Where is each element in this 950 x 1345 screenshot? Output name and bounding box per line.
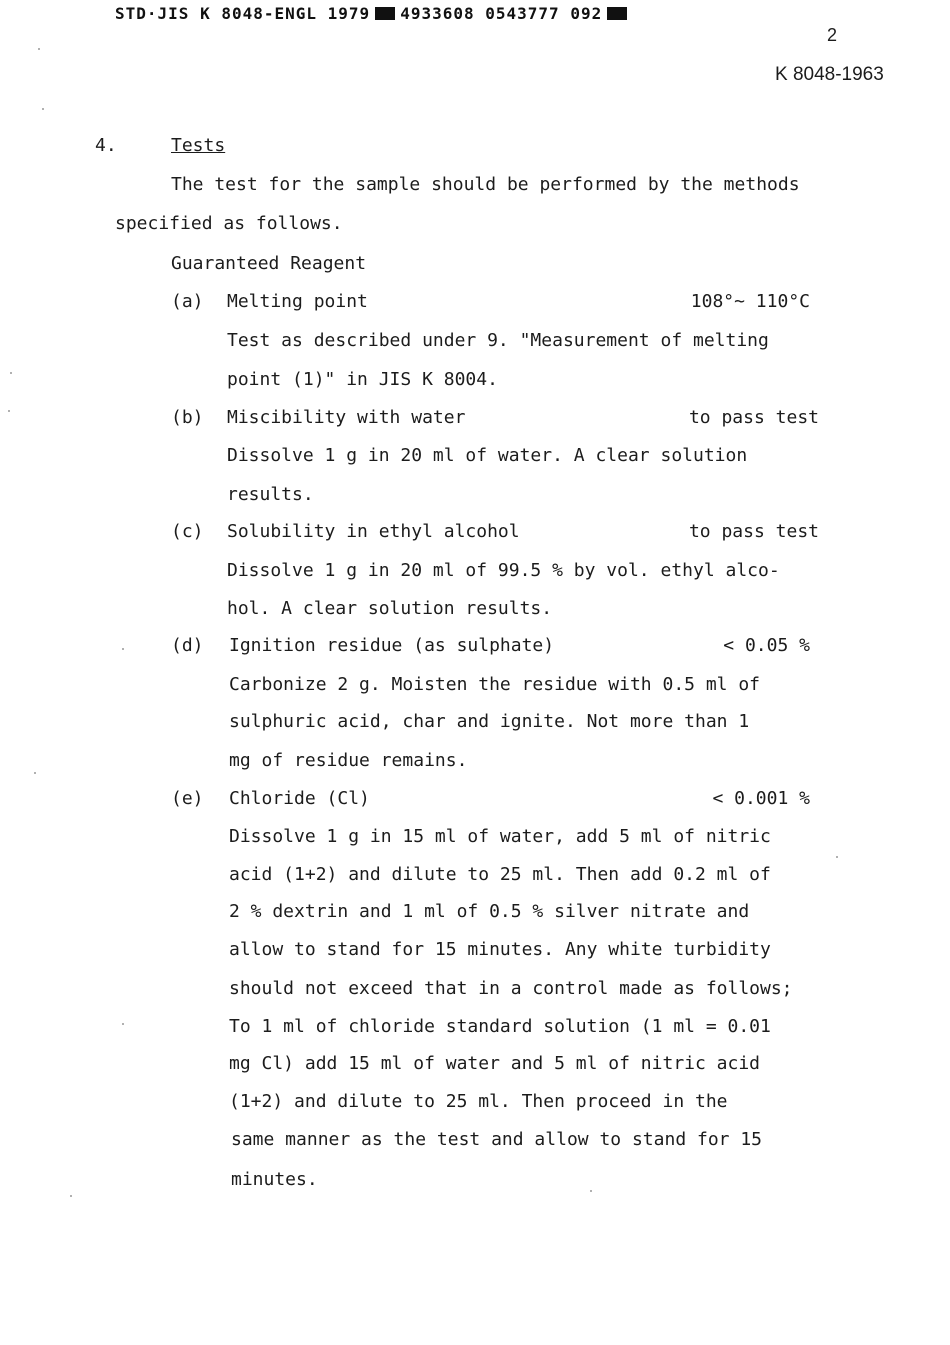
scan-speck bbox=[70, 1195, 72, 1197]
item-text-line: Dissolve 1 g in 15 ml of water, add 5 ml of nitric bbox=[229, 826, 771, 847]
scan-speck bbox=[122, 1023, 124, 1025]
scan-speck bbox=[836, 856, 838, 858]
scan-speck bbox=[8, 410, 10, 412]
stamp-block-mark bbox=[375, 7, 395, 20]
scan-speck bbox=[34, 772, 36, 774]
item-name: Chloride (Cl) bbox=[229, 788, 370, 809]
scan-speck bbox=[38, 48, 40, 50]
intro-line: The test for the sample should be performed by the methods bbox=[171, 174, 800, 195]
header-stamp bbox=[115, 3, 632, 25]
item-label: (d) bbox=[171, 635, 204, 656]
standard-id: K 8048-1963 bbox=[775, 64, 884, 85]
scan-speck bbox=[42, 108, 44, 110]
item-value: to pass test bbox=[688, 521, 819, 542]
item-name: Ignition residue (as sulphate) bbox=[229, 635, 555, 656]
item-text-line: Carbonize 2 g. Moisten the residue with 0.5 ml of bbox=[229, 674, 761, 695]
page-number: 2 bbox=[827, 25, 838, 45]
grade-heading: Guaranteed Reagent bbox=[171, 253, 367, 274]
item-value: < 0.001 % bbox=[712, 788, 810, 809]
item-name: Solubility in ethyl alcohol bbox=[227, 521, 520, 542]
item-text-line: Test as described under 9. "Measurement of melting bbox=[227, 330, 769, 351]
item-text-line: Dissolve 1 g in 20 ml of 99.5 % by vol. ethyl alco- bbox=[227, 560, 780, 581]
section-number: 4. bbox=[95, 135, 117, 156]
item-text-line: point (1)" in JIS K 8004. bbox=[227, 369, 498, 390]
item-text-line: sulphuric acid, char and ignite. Not more than 1 bbox=[229, 711, 750, 732]
section-title: Tests bbox=[171, 135, 226, 156]
item-value: to pass test bbox=[688, 407, 819, 428]
item-text-line: acid (1+2) and dilute to 25 ml. Then add 0.2 ml of bbox=[229, 864, 771, 885]
item-text-line: mg of residue remains. bbox=[229, 750, 468, 771]
item-text-line: To 1 ml of chloride standard solution (1 ml = 0.01 bbox=[229, 1016, 771, 1037]
item-value: < 0.05 % bbox=[723, 635, 810, 656]
scan-speck bbox=[590, 1190, 592, 1192]
item-text-line: should not exceed that in a control made as follows; bbox=[229, 978, 793, 999]
item-label: (b) bbox=[171, 407, 204, 428]
scan-speck bbox=[122, 648, 124, 650]
item-label: (a) bbox=[171, 291, 204, 312]
item-text-line: (1+2) and dilute to 25 ml. Then proceed in the bbox=[229, 1091, 728, 1112]
item-text-line: Dissolve 1 g in 20 ml of water. A clear solution bbox=[227, 445, 748, 466]
item-text-line: mg Cl) add 15 ml of water and 5 ml of nitric acid bbox=[229, 1053, 761, 1074]
scan-speck bbox=[10, 372, 12, 374]
item-text-line: same manner as the test and allow to stand for 15 bbox=[231, 1129, 763, 1150]
item-text-line: 2 % dextrin and 1 ml of 0.5 % silver nitrate and bbox=[229, 901, 750, 922]
item-label: (c) bbox=[171, 521, 204, 542]
item-text-line: hol. A clear solution results. bbox=[227, 598, 553, 619]
item-name: Miscibility with water bbox=[227, 407, 466, 428]
item-label: (e) bbox=[171, 788, 204, 809]
stamp-block-mark bbox=[607, 7, 627, 20]
stamp-mid-text: 4933608 0543777 092 bbox=[400, 4, 603, 23]
item-value: 108°~ 110°C bbox=[690, 291, 810, 312]
item-text-line: allow to stand for 15 minutes. Any white turbidity bbox=[229, 939, 771, 960]
stamp-left-text: STD·JIS K 8048-ENGL 1979 bbox=[115, 4, 371, 23]
item-text-line: results. bbox=[227, 484, 314, 505]
item-name: Melting point bbox=[227, 291, 368, 312]
item-text-line: minutes. bbox=[231, 1169, 318, 1190]
intro-line: specified as follows. bbox=[115, 213, 343, 234]
